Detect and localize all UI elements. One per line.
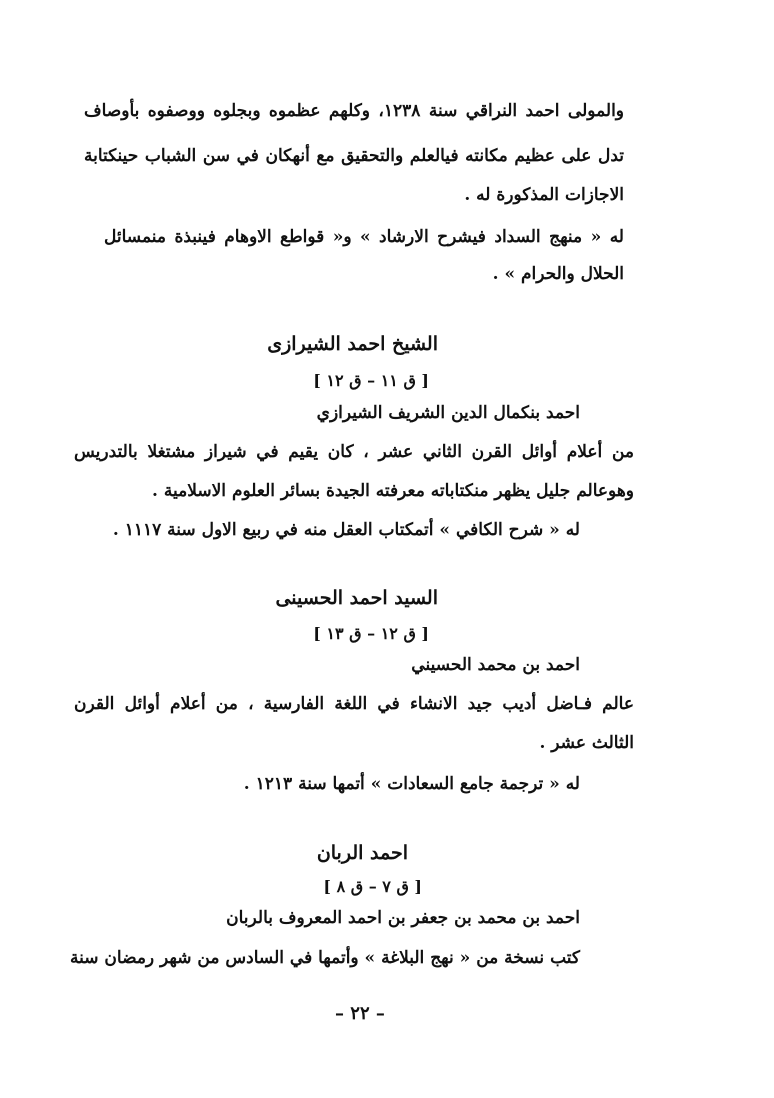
intro-works-line-1: له « منهج السداد فيشرح الارشاد » و« قواطع الاوهام فينبذة منمسائل <box>104 227 624 247</box>
entry-1-full-name: احمد بنكمال الدين الشريف الشيرازي <box>316 403 580 423</box>
entry-1-body-line-2: وهوعالم جليل يظهر منكتاباته معرفته الجيدة بسائر العلوم الاسلامية . <box>152 481 634 501</box>
intro-line-2: تدل على عظيم مكانته فيالعلم والتحقيق مع أنهكان في سن الشباب حينكتابة <box>84 146 624 166</box>
intro-line-1: والمولى احمد النراقي سنة ١٢٣٨، وكلهم عظموه وبجلوه ووصفوه بأوصاف <box>84 101 625 121</box>
entry-3-full-name: احمد بن محمد بن جعفر بن احمد المعروف بالربان <box>226 908 580 928</box>
entry-2-body-line-1: عالم فـاضل أديب جيد الانشاء في اللغة الفارسية ، من أعلام أوائل القرن <box>74 694 634 714</box>
entry-3-title: احمد الربان <box>316 842 408 864</box>
entry-2-works: له « ترجمة جامع السعادات » أتمها سنة ١٢١٣ . <box>243 774 580 794</box>
page-number: – ٢٢ – <box>335 1003 385 1024</box>
intro-works-line-2: الحلال والحرام » . <box>492 264 624 284</box>
entry-2-body-line-2: الثالث عشر . <box>539 733 634 753</box>
entry-3-body-line-1: كتب نسخة من « نهج البلاغة » وأتمها في السادس من شهر رمضان سنة <box>70 948 580 968</box>
intro-line-3: الاجازات المذكورة له . <box>464 185 624 205</box>
entry-2-era: [ ق ١٢ – ق ١٣ ] <box>313 624 429 643</box>
entry-2-title: السيد احمد الحسينى <box>275 587 438 609</box>
entry-1-title: الشيخ احمد الشيرازى <box>267 333 438 355</box>
entry-1-works: له « شرح الكافي » أتمكتاب العقل منه في ربيع الاول سنة ١١١٧ . <box>112 520 580 540</box>
entry-3-era: [ ق ٧ – ق ٨ ] <box>323 877 422 896</box>
entry-1-era: [ ق ١١ – ق ١٢ ] <box>313 371 429 390</box>
entry-1-body-line-1: من أعلام أوائل القرن الثاني عشر ، كان يقيم في شيراز مشتغلا بالتدريس <box>74 442 634 462</box>
entry-2-full-name: احمد بن محمد الحسيني <box>411 655 580 675</box>
